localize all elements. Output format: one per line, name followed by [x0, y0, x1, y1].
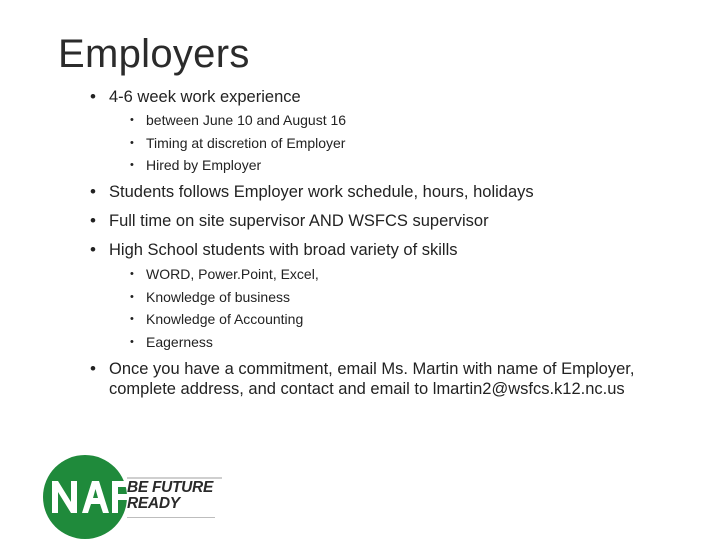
bullet-text: WORD, Power.Point, Excel, — [146, 266, 319, 282]
bullet-icon: • — [130, 336, 134, 348]
bullet-text: Eagerness — [146, 334, 213, 350]
bullet-text: 4-6 week work experience — [109, 88, 301, 106]
bullet-text: Hired by Employer — [146, 157, 262, 173]
bullet-icon: • — [130, 291, 134, 303]
logo-tagline — [127, 480, 219, 512]
bullet-icon: • — [90, 87, 96, 106]
bullet-icon: • — [90, 211, 96, 230]
logo-tagline-line1: BE FUTURE — [127, 479, 213, 496]
logo-divider — [127, 517, 215, 518]
bullet-text: Knowledge of Accounting — [146, 311, 304, 327]
logo-tagline-line2: READY — [127, 495, 180, 512]
bullet-text: High School students with broad variety of skills — [109, 241, 458, 259]
bullet-text: Once you have a commitment, email Ms. Martin with name of Employer, complete address, and contact and email to lmartin2@wsfcs.k12.nc.us — [109, 360, 635, 398]
bullet-icon: • — [90, 182, 96, 201]
bullet-text: Students follows Employer work schedule, hours, holidays — [109, 183, 534, 201]
bullet-icon: • — [130, 114, 134, 126]
bullet-icon: • — [130, 313, 134, 325]
bullet-icon: • — [130, 137, 134, 149]
bullet-icon: • — [130, 268, 134, 280]
bullet-icon: • — [130, 159, 134, 171]
bullet-icon: • — [90, 240, 96, 259]
bullet-text: Timing at discretion of Employer — [146, 135, 346, 151]
bullet-icon: • — [90, 359, 96, 378]
bullet-text: Knowledge of business — [146, 289, 290, 305]
slide-title: Employers — [58, 32, 250, 76]
bullet-text: between June 10 and August 16 — [146, 112, 347, 128]
bullet-text: Full time on site supervisor AND WSFCS supervisor — [109, 212, 489, 230]
